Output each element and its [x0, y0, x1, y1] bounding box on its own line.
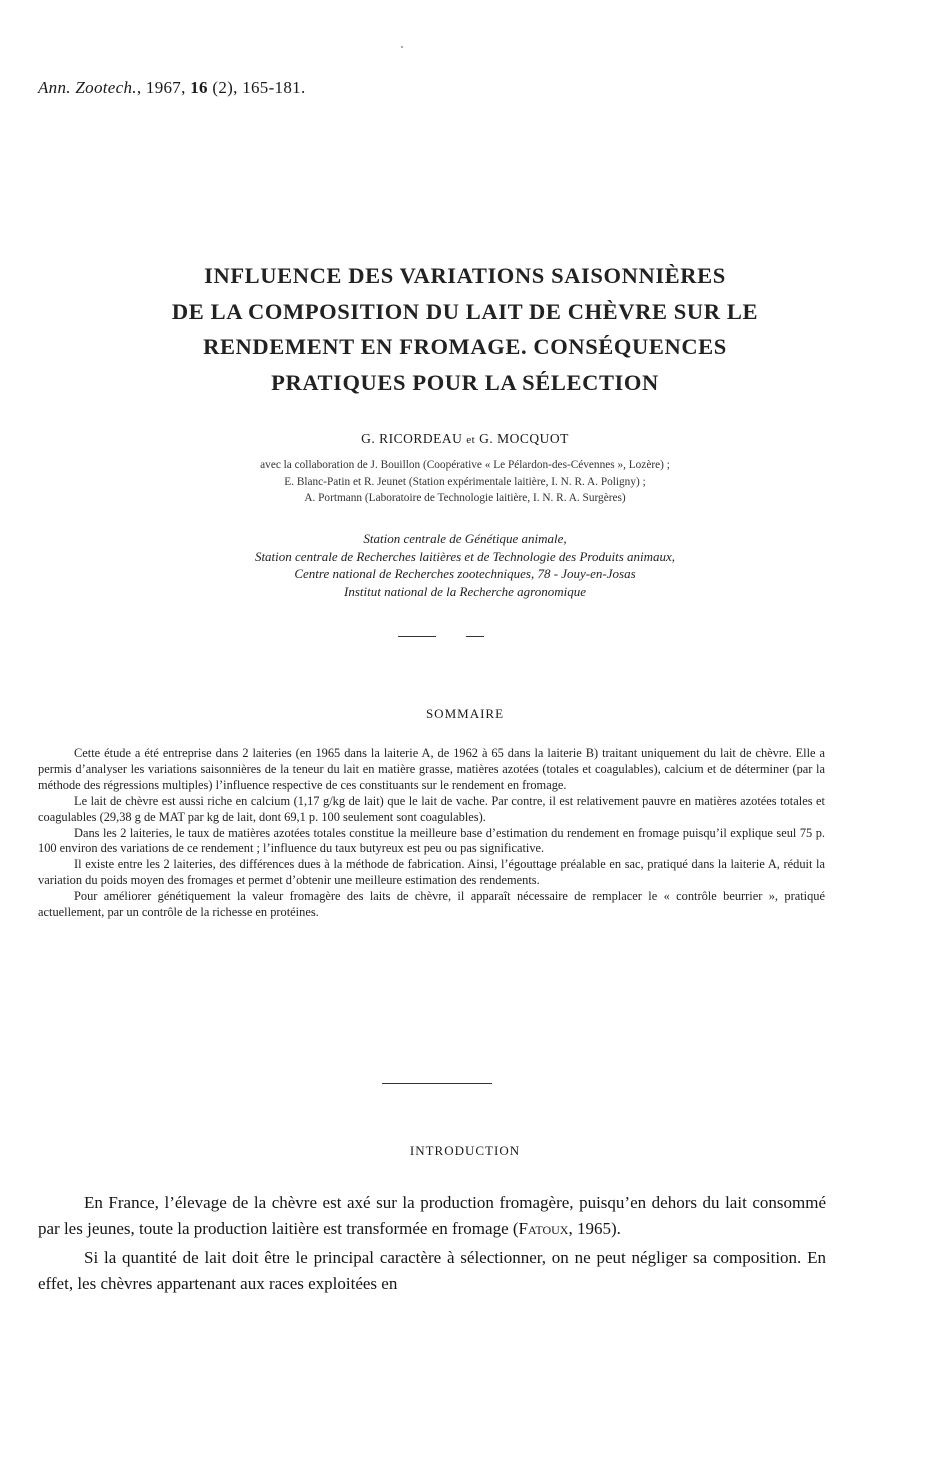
summary-paragraph: Il existe entre les 2 laiteries, des différences dues à la méthode de fabrication. Ainsi, l’égouttage préalable en sac, pratiqué dans la laiterie A, réduit la variation du poids moyen des fromages et permet d’obtenir une meilleure estimation des rendements. — [38, 857, 825, 888]
summary-paragraph: Pour améliorer génétiquement la valeur fromagère des laits de chèvre, il apparaît nécessaire de remplacer le « contrôle beurrier », pratiqué actuellement, par un contrôle de la richesse en protéines. — [38, 889, 825, 920]
affiliation-line: Institut national de la Recherche agronomique — [343, 583, 587, 599]
author-name: G. RICORDEAU — [361, 431, 463, 446]
scan-speck — [401, 46, 403, 48]
title-line: PRATIQUES POUR LA SÉLECTION — [271, 369, 659, 395]
title-line: INFLUENCE DES VARIATIONS SAISONNIÈRES — [204, 263, 726, 288]
summary-body — [38, 746, 825, 921]
summary-heading: SOMMAIRE — [425, 706, 505, 721]
journal-name: Ann. Zootech. — [38, 78, 137, 97]
collaborator-line: A. Portmann (Laboratoire de Technologie laitière, I. N. R. A. Surgères) — [304, 492, 626, 504]
author-conjunction: et — [466, 434, 476, 446]
separator-rule — [398, 636, 436, 637]
article-title — [40, 258, 890, 400]
cited-author: Fatoux — [518, 1218, 569, 1238]
summary-paragraph: Le lait de chèvre est aussi riche en calcium (1,17 g/kg de lait) que le lait de vache. Par contre, il est relativement pauvre en matières azotées totales et coagulables (29,38 g de MAT par kg de lait, dont 69,1 p. 100 seulement sont coagulables). — [38, 793, 825, 824]
intro-text: , 1965). — [568, 1218, 621, 1238]
collaborator-line: avec la collaboration de J. Bouillon (Coopérative « Le Pélardon-des-Cévennes », Lozère) ; — [260, 459, 670, 471]
separator-rule — [466, 636, 484, 637]
affiliation-line: Centre national de Recherches zootechniques, 78 - Jouy-en-Josas — [294, 566, 636, 581]
journal-citation — [38, 78, 306, 98]
introduction-heading: INTRODUCTION — [409, 1143, 521, 1158]
intro-paragraph — [38, 1190, 826, 1241]
collaborators — [40, 457, 890, 507]
intro-paragraph: Si la quantité de lait doit être le principal caractère à sélectionner, on ne peut négliger sa composition. En effet, les chèvres appartenant aux races exploitées en — [38, 1248, 826, 1293]
citation-issue-pages: (2), 165-181. — [207, 78, 306, 97]
citation-year: , 1967, — [136, 78, 191, 97]
summary-paragraph: Dans les 2 laiteries, le taux de matières azotées totales constitue la meilleure base d’estimation du rendement en fromage puisqu’il explique seul 75 p. 100 environ des variations de ce rendement ; l’influence du taux butyreux est peu ou pas significative. — [38, 825, 825, 856]
citation-volume: 16 — [190, 78, 208, 97]
author-line — [0, 431, 930, 447]
affiliation-line: Station centrale de Génétique animale, — [363, 531, 567, 546]
collaborator-line: E. Blanc-Patin et R. Jeunet (Station expérimentale laitière, I. N. R. A. Poligny) ; — [284, 475, 646, 488]
affiliations — [40, 530, 890, 600]
introduction-body — [38, 1190, 826, 1300]
summary-paragraph: Cette étude a été entreprise dans 2 laiteries (en 1965 dans la laiterie A, de 1962 à 65 dans la laiterie B) traitant uniquement du lait de chèvre. Elle a permis d’analyser les variations saisonnières de la teneur du lait en matière grasse, matières azotées (totales et coagulables), calcium et de déterminer (par la méthode des régressions multiples) l’influence respective de ces constituants sur le rendement en fromage. — [38, 746, 825, 792]
title-line: DE LA COMPOSITION DU LAIT DE CHÈVRE SUR LE — [171, 298, 759, 324]
intro-text: En France, l’élevage de la chèvre est axé sur la production fromagère, puisqu’en dehors du lait consommé par les jeunes, toute la production laitière est transformée en fromage ( — [38, 1193, 826, 1238]
section-divider — [382, 1083, 492, 1084]
author-name: G. MOCQUOT — [479, 431, 569, 446]
title-line: RENDEMENT EN FROMAGE. CONSÉQUENCES — [203, 334, 727, 359]
affiliation-line: Station centrale de Recherches laitières et de Technologie des Produits animaux, — [254, 548, 676, 564]
